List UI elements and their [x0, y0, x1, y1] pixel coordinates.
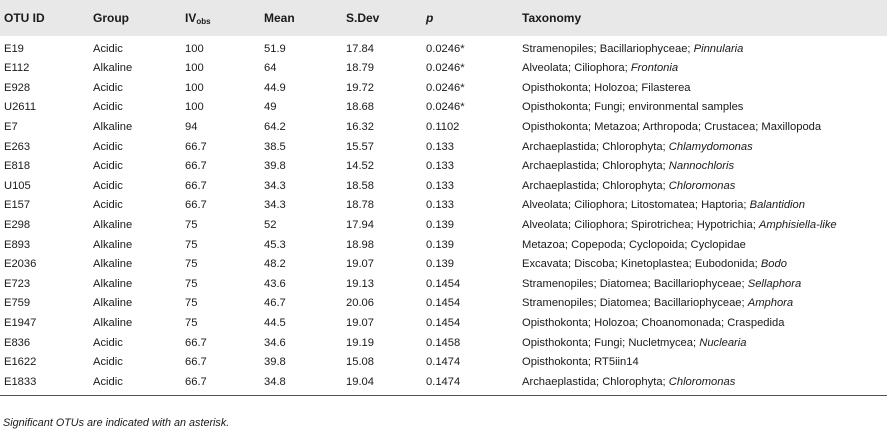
- table-row: [0, 79, 887, 99]
- cell-taxonomy: [518, 36, 887, 59]
- cell-sdev: 19.19: [346, 336, 374, 349]
- cell-mean: 44.5: [264, 317, 286, 330]
- cell-otu-id: E723: [4, 277, 31, 290]
- table-row: [0, 157, 887, 177]
- cell-taxonomy: [518, 216, 887, 236]
- cell-p-value: 0.1454: [426, 297, 461, 310]
- cell-mean: 46.7: [264, 297, 286, 310]
- cell-group: Acidic: [93, 179, 123, 192]
- table-row: [0, 118, 887, 138]
- taxonomy-lineage: Archaeplastida; Chlorophyta;: [522, 375, 669, 388]
- cell-mean: 39.8: [264, 160, 286, 173]
- cell-group: Alkaline: [93, 238, 133, 251]
- header-row: [0, 0, 887, 36]
- cell-iv-obs: 100: [185, 62, 204, 75]
- taxonomy-lineage: Opisthokonta; RT5iin14: [522, 356, 639, 369]
- cell-group: Acidic: [93, 356, 123, 369]
- cell-sdev: 15.08: [346, 356, 374, 369]
- cell-otu-id: E1947: [4, 317, 37, 330]
- taxonomy-lineage: Alveolata; Ciliophora; Litostomatea; Haptoria;: [522, 199, 750, 212]
- cell-mean: 34.3: [264, 179, 286, 192]
- table-row: [0, 235, 887, 255]
- cell-mean: 45.3: [264, 238, 286, 251]
- cell-taxonomy: [518, 98, 887, 118]
- cell-mean: 52: [264, 219, 277, 232]
- cell-otu-id: E263: [4, 140, 31, 153]
- header-group: Group: [93, 11, 129, 25]
- taxonomy-genus: Nannochloris: [668, 160, 735, 173]
- cell-taxonomy: [518, 59, 887, 79]
- cell-sdev: 15.57: [346, 140, 374, 153]
- table-row: [0, 216, 887, 236]
- cell-p-value: 0.1474: [422, 373, 518, 396]
- cell-sdev: 18.98: [346, 238, 374, 251]
- cell-mean: 64.2: [264, 121, 286, 134]
- cell-group: Alkaline: [93, 62, 133, 75]
- cell-iv-obs: 66.7: [181, 373, 260, 396]
- table-row: [0, 36, 887, 59]
- table-row: [0, 294, 887, 314]
- table-row: [0, 196, 887, 216]
- table-row: [0, 177, 887, 197]
- cell-otu-id: E157: [4, 199, 31, 212]
- cell-p-value: 0.139: [426, 238, 454, 251]
- cell-taxonomy: [518, 314, 887, 334]
- header-iv-subscript: obs: [196, 16, 211, 26]
- cell-sdev: 17.84: [346, 43, 374, 55]
- cell-iv-obs: 75: [185, 277, 198, 290]
- cell-group: Acidic: [93, 336, 123, 349]
- cell-otu-id: E7: [4, 121, 18, 134]
- cell-p-value: 0.139: [426, 219, 454, 232]
- cell-sdev: 17.94: [346, 219, 374, 232]
- cell-iv-obs: 66.7: [185, 336, 207, 349]
- taxonomy-lineage: Alveolata; Ciliophora; Spirotrichea; Hypotrichia;: [522, 219, 759, 232]
- table-row: [0, 275, 887, 295]
- cell-iv-obs: 94: [185, 121, 198, 134]
- table-row: [0, 137, 887, 157]
- taxonomy-lineage: Metazoa; Copepoda; Cyclopoida; Cyclopidae: [522, 238, 746, 251]
- taxonomy-lineage: Stramenopiles; Diatomea; Bacillariophyceae;: [522, 277, 748, 290]
- cell-otu-id: E112: [4, 62, 30, 75]
- header-iv-main: IV: [185, 10, 197, 25]
- taxonomy-lineage: Archaeplastida; Chlorophyta;: [522, 160, 669, 173]
- taxonomy-genus: Nuclearia: [699, 336, 747, 349]
- cell-otu-id: E893: [4, 238, 31, 251]
- cell-group: Alkaline: [93, 219, 133, 232]
- cell-group: Acidic: [93, 199, 123, 212]
- cell-sdev: 19.04: [342, 373, 422, 396]
- cell-p-value: 0.1454: [426, 317, 461, 330]
- cell-taxonomy: [518, 294, 887, 314]
- taxonomy-lineage: Excavata; Discoba; Kinetoplastea; Eubodonida;: [522, 258, 761, 271]
- cell-p-value: 0.1102: [426, 121, 460, 134]
- taxonomy-lineage: Stramenopiles; Diatomea; Bacillariophyceae;: [522, 297, 748, 310]
- cell-group: Acidic: [93, 101, 123, 114]
- cell-taxonomy: [518, 157, 887, 177]
- cell-taxonomy: [518, 255, 887, 275]
- cell-iv-obs: 66.7: [185, 160, 207, 173]
- cell-iv-obs: 66.7: [185, 140, 207, 153]
- table-row: [0, 333, 887, 353]
- taxonomy-lineage: Opisthokonta; Holozoa; Choanomonada; Craspedida: [522, 317, 785, 330]
- taxonomy-genus: Pinnularia: [693, 43, 744, 55]
- cell-group: Acidic: [93, 160, 123, 173]
- cell-iv-obs: 75: [185, 258, 198, 271]
- cell-taxonomy: [518, 118, 887, 138]
- cell-group: Acidic: [89, 373, 181, 396]
- table-row: [0, 59, 887, 79]
- cell-otu-id: E19: [4, 43, 24, 55]
- cell-otu-id: E928: [4, 81, 31, 94]
- taxonomy-lineage: Archaeplastida; Chlorophyta;: [522, 140, 669, 153]
- taxonomy-lineage: Opisthokonta; Holozoa; Filasterea: [522, 81, 691, 94]
- table-row: [0, 353, 887, 373]
- taxonomy-genus: Amphora: [747, 297, 794, 310]
- taxonomy-lineage: Stramenopiles; Bacillariophyceae;: [522, 43, 694, 55]
- cell-p-value: 0.133: [426, 160, 454, 173]
- cell-p-value: 0.133: [426, 140, 454, 153]
- cell-iv-obs: 75: [185, 238, 198, 251]
- cell-mean: 64: [264, 62, 277, 75]
- cell-iv-obs: 100: [185, 101, 204, 114]
- table-row: [0, 255, 887, 275]
- cell-otu-id: E759: [4, 297, 31, 310]
- cell-sdev: 18.78: [346, 199, 374, 212]
- taxonomy-genus: Frontonia: [630, 62, 679, 75]
- cell-sdev: 19.07: [346, 317, 374, 330]
- cell-sdev: 18.58: [346, 179, 374, 192]
- cell-sdev: 20.06: [346, 297, 374, 310]
- cell-group: Alkaline: [93, 121, 133, 134]
- cell-otu-id: E818: [4, 160, 31, 173]
- cell-p-value: 0.133: [426, 199, 454, 212]
- cell-iv-obs: 75: [185, 317, 198, 330]
- cell-otu-id: E836: [4, 336, 31, 349]
- cell-otu-id: U2611: [4, 101, 37, 114]
- cell-p-value: 0.0246*: [426, 62, 465, 75]
- header-sdev: S.Dev: [346, 11, 380, 25]
- cell-taxonomy: [518, 235, 887, 255]
- cell-taxonomy: [518, 275, 887, 295]
- cell-taxonomy: [518, 177, 887, 197]
- cell-mean: 39.8: [264, 356, 286, 369]
- cell-p-value: 0.133: [426, 179, 454, 192]
- cell-group: Alkaline: [93, 258, 133, 271]
- table-body: [0, 36, 887, 395]
- cell-mean: 34.8: [260, 373, 342, 396]
- taxonomy-lineage: Alveolata; Ciliophora;: [522, 62, 631, 75]
- cell-sdev: 18.79: [346, 62, 374, 75]
- cell-taxonomy: [518, 333, 887, 353]
- header-taxonomy: Taxonomy: [522, 11, 582, 25]
- cell-mean: 48.2: [264, 258, 286, 271]
- header-iv-obs: [181, 0, 260, 36]
- cell-mean: 51.9: [264, 43, 286, 55]
- cell-sdev: 19.07: [346, 258, 374, 271]
- taxonomy-genus: Sellaphora: [747, 277, 802, 290]
- cell-p-value: 0.0246*: [426, 101, 465, 114]
- cell-otu-id: E1622: [4, 356, 37, 369]
- taxonomy-lineage: Opisthokonta; Fungi; environmental samples: [522, 101, 744, 114]
- cell-group: Alkaline: [93, 297, 133, 310]
- cell-otu-id: E298: [4, 219, 31, 232]
- cell-iv-obs: 75: [185, 297, 198, 310]
- taxonomy-genus: Amphisiella-like: [758, 219, 837, 232]
- cell-p-value: 0.1474: [426, 356, 461, 369]
- cell-sdev: 19.13: [346, 277, 374, 290]
- cell-mean: 43.6: [264, 277, 286, 290]
- cell-taxonomy: [518, 196, 887, 216]
- cell-sdev: 19.72: [346, 81, 374, 94]
- cell-iv-obs: 66.7: [185, 199, 207, 212]
- header-otu-id: OTU ID: [4, 11, 45, 25]
- cell-sdev: 14.52: [346, 160, 374, 173]
- cell-sdev: 16.32: [346, 121, 374, 134]
- cell-iv-obs: 100: [185, 81, 204, 94]
- cell-taxonomy: [518, 79, 887, 99]
- cell-iv-obs: 75: [185, 219, 198, 232]
- taxonomy-lineage: Archaeplastida; Chlorophyta;: [522, 179, 669, 192]
- cell-mean: 34.6: [264, 336, 286, 349]
- cell-p-value: 0.139: [426, 258, 454, 271]
- cell-otu-id: U105: [4, 179, 31, 192]
- taxonomy-lineage: Opisthokonta; Fungi; Nucletmycea;: [522, 336, 700, 349]
- taxonomy-genus: Chlamydomonas: [668, 140, 753, 153]
- cell-group: Alkaline: [93, 317, 133, 330]
- header-p-value: p: [426, 11, 434, 25]
- cell-p-value: 0.1454: [426, 277, 461, 290]
- table-footnote: Significant OTUs are indicated with an asterisk.: [3, 417, 230, 429]
- table-header: [0, 0, 887, 36]
- cell-mean: 38.5: [264, 140, 286, 153]
- cell-group: Alkaline: [93, 277, 133, 290]
- cell-taxonomy: [518, 373, 887, 396]
- cell-mean: 34.3: [264, 199, 286, 212]
- cell-taxonomy: [518, 353, 887, 373]
- cell-group: Acidic: [93, 43, 123, 55]
- cell-otu-id: E1833: [0, 373, 89, 396]
- table-row: [0, 373, 887, 396]
- cell-mean: 49: [264, 101, 277, 114]
- table-row: [0, 314, 887, 334]
- taxonomy-lineage: Opisthokonta; Metazoa; Arthropoda; Crustacea; Maxillopoda: [522, 121, 822, 134]
- cell-group: Acidic: [93, 81, 123, 94]
- taxonomy-genus: Chloromonas: [668, 375, 736, 388]
- cell-iv-obs: 66.7: [185, 179, 207, 192]
- taxonomy-genus: Chloromonas: [668, 179, 736, 192]
- cell-otu-id: E2036: [4, 258, 37, 271]
- cell-taxonomy: [518, 137, 887, 157]
- cell-p-value: 0.1458: [426, 336, 461, 349]
- cell-iv-obs: 66.7: [185, 356, 207, 369]
- taxonomy-genus: Bodo: [760, 258, 787, 271]
- taxonomy-genus: Balantidion: [749, 199, 805, 212]
- table-row: [0, 98, 887, 118]
- cell-group: Acidic: [93, 140, 123, 153]
- cell-iv-obs: 100: [185, 43, 204, 55]
- cell-p-value: 0.0246*: [426, 43, 465, 55]
- cell-sdev: 18.68: [346, 101, 374, 114]
- header-mean: Mean: [264, 11, 295, 25]
- cell-mean: 44.9: [264, 81, 286, 94]
- cell-p-value: 0.0246*: [426, 81, 465, 94]
